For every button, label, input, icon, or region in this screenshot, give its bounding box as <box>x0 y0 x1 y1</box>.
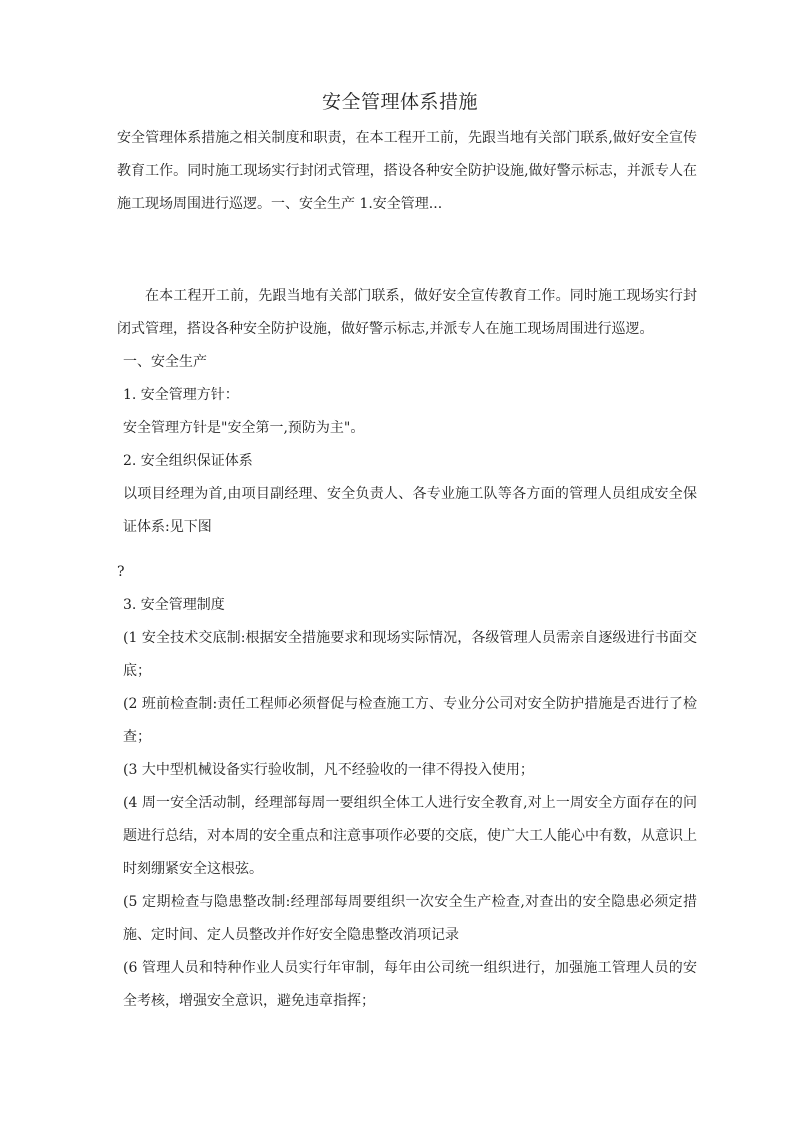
opening-paragraph: 在本工程开工前，先跟当地有关部门联系，做好安全宣传教育工作。同时施工现场实行封闭式管理，搭设各种安全防护设施，做好警示标志,并派专人在施工现场周围进行巡逻。 <box>117 288 697 337</box>
intro-text: 安全管理体系措施之相关制度和职责，在本工程开工前，先跟当地有关部门联系,做好安全宣传教育工作。同时施工现场实行封闭式管理，搭设各种安全防护设施,做好警示标志，并派专人在施工现场周围进行巡逻。一、安全生产 1.安全管理... <box>117 130 697 212</box>
section-heading-safety-production: 一、安全生产 <box>123 354 207 370</box>
summary-paragraph <box>117 122 697 221</box>
item-heading-organization: 2. 安全组织保证体系 <box>123 453 253 469</box>
rule-item: (3 大中型机械设备实行验收制，凡不经验收的一律不得投入使用； <box>123 762 534 778</box>
organization-text: 以项目经理为首,由项目副经理、安全负责人、各专业施工队等各方面的管理人员组成安全保证体系:见下图 <box>123 486 697 535</box>
rule-item: (6 管理人员和特种作业人员实行年审制，每年由公司统一组织进行，加强施工管理人员的安全考核，增强安全意识，避免违章指挥； <box>123 960 697 1009</box>
document-body <box>117 280 697 1018</box>
rule-item: (5 定期检查与隐患整改制:经理部每周要组织一次安全生产检查,对查出的安全隐患必须定措施、定时间、定人员整改并作好安全隐患整改消项记录 <box>123 894 697 943</box>
item-heading-management-policy: 1. 安全管理方针： <box>123 387 239 403</box>
rule-item: (4 周一安全活动制，经理部每周一要组织全体工人进行安全教育,对上一周安全方面存在的问题进行总结，对本周的安全重点和注意事项作必要的交底，使广大工人能心中有数，从意识上时刻绷紧安全这根弦。 <box>123 795 697 877</box>
item-heading-management-rules: 3. 安全管理制度 <box>123 597 225 613</box>
management-policy-text: 安全管理方针是"安全第一,预防为主"。 <box>123 420 365 436</box>
figure-placeholder: ? <box>117 564 125 580</box>
document-title: 安全管理体系措施 <box>321 91 478 113</box>
rule-item: (1 安全技术交底制:根据安全措施要求和现场实际情况，各级管理人员需亲自逐级进行书面交底； <box>123 630 697 679</box>
rule-item: (2 班前检查制:责任工程师必须督促与检查施工方、专业分公司对安全防护措施是否进行了检查； <box>123 696 697 745</box>
